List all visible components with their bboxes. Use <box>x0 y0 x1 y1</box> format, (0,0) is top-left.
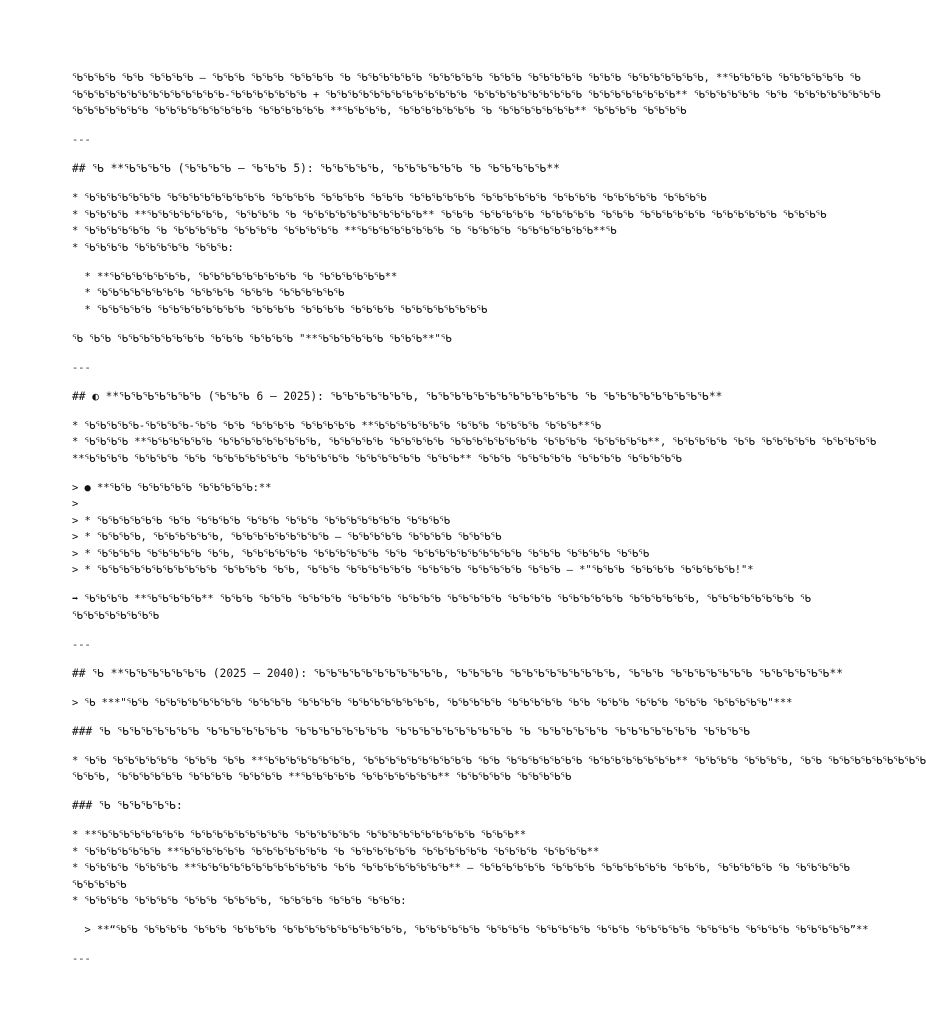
horizontal-rule: --- <box>72 953 91 965</box>
section-2-bullets <box>72 418 877 468</box>
section-1-sublist <box>72 269 728 319</box>
list-item: * ᖃᖃᖃᖃ ᖃᖃᖃᖃᖃ ᖃᖃᖃ: <box>72 241 234 254</box>
text-line: ᖃᖃᖃ, ᖃᖃᖃᖃᖃᖃ ᖃᖃᖃᖃ ᖃᖃᖃᖃ **ᖃᖃᖃᖃᖃ ᖃᖃᖃᖃᖃᖃᖃ** ᖃᖃᖃᖃᖃ ᖃᖃᖃᖃᖃ <box>72 771 572 783</box>
list-item: * ᖃᖃᖃᖃᖃᖃᖃᖃ ᖃᖃᖃᖃ ᖃᖃᖃ ᖃᖃᖃᖃᖃᖃ <box>72 287 345 299</box>
list-item: * ᖃᖃᖃᖃ ᖃᖃᖃᖃ **ᖃᖃᖃᖃᖃᖃᖃᖃᖃᖃᖃᖃ ᖃᖃ ᖃᖃᖃᖃᖃᖃᖃᖃ** — ᖃᖃᖃᖃᖃᖃ ᖃᖃᖃᖃ ᖃᖃᖃᖃᖃᖃ ᖃᖃᖃ, ᖃᖃᖃᖃᖃ ᖃ ᖃᖃᖃᖃᖃ <box>72 862 850 874</box>
nested-quote: > **“ᖃᖃ ᖃᖃᖃᖃ ᖃᖃᖃ ᖃᖃᖃᖃ ᖃᖃᖃᖃᖃᖃᖃᖃᖃᖃᖃ, ᖃᖃᖃᖃᖃᖃ ᖃᖃᖃᖃ ᖃᖃᖃᖃᖃ ᖃᖃᖃ ᖃᖃᖃᖃᖃ ᖃᖃᖃᖃ ᖃᖃᖃᖃ ᖃᖃᖃᖃᖃ”** <box>72 924 869 936</box>
section-3-quote: > ᖃ ***"ᖃᖃ ᖃᖃᖃᖃᖃᖃᖃᖃ ᖃᖃᖃᖃ ᖃᖃᖃᖃ ᖃᖃᖃᖃᖃᖃᖃᖃ, ᖃᖃᖃᖃᖃ ᖃᖃᖃᖃᖃ ᖃᖃ ᖃᖃᖃ ᖃᖃᖃ ᖃᖃᖃ ᖃᖃᖃᖃᖃ"*** <box>72 696 793 709</box>
intro-paragraph <box>72 70 881 120</box>
text-line: ᖃᖃᖃᖃ ᖃᖃ ᖃᖃᖃᖃ — ᖃᖃᖃ ᖃᖃᖃ ᖃᖃᖃᖃ ᖃ ᖃᖃᖃᖃᖃᖃ ᖃᖃᖃᖃᖃ ᖃᖃᖃ ᖃᖃᖃᖃᖃ ᖃᖃᖃ ᖃᖃᖃᖃᖃᖃᖃ, **ᖃᖃᖃᖃ ᖃᖃᖃᖃᖃᖃ ᖃ <box>72 72 861 84</box>
list-item: * ᖃᖃᖃᖃᖃᖃᖃ **ᖃᖃᖃᖃᖃᖃ ᖃᖃᖃᖃᖃᖃᖃ ᖃ ᖃᖃᖃᖃᖃᖃ ᖃᖃᖃᖃᖃᖃ ᖃᖃᖃᖃ ᖃᖃᖃᖃ** <box>72 845 600 858</box>
text-line: ᖃᖃᖃᖃᖃᖃᖃ ᖃᖃᖃᖃᖃᖃᖃᖃᖃ ᖃᖃᖃᖃᖃᖃ **ᖃᖃᖃᖃ, ᖃᖃᖃᖃᖃᖃᖃ ᖃ ᖃᖃᖃᖃᖃᖃᖃ** ᖃᖃᖃᖃ ᖃᖃᖃᖃ <box>72 105 687 117</box>
subsection-heading: ### ᖃ ᖃᖃᖃᖃᖃᖃᖃ ᖃᖃᖃᖃᖃᖃᖃ ᖃᖃᖃᖃᖃᖃᖃᖃ ᖃᖃᖃᖃᖃᖃᖃᖃᖃᖃ ᖃ ᖃᖃᖃᖃᖃᖃ ᖃᖃᖃᖃᖃᖃᖃ ᖃᖃᖃᖃ <box>72 724 751 738</box>
quote-line: > * ᖃᖃᖃᖃᖃᖃ ᖃᖃ ᖃᖃᖃᖃ ᖃᖃᖃ ᖃᖃᖃ ᖃᖃᖃᖃᖃᖃᖃ ᖃᖃᖃᖃ <box>72 514 451 527</box>
list-item: * ᖃᖃᖃᖃ ᖃᖃᖃᖃ ᖃᖃᖃ ᖃᖃᖃᖃ, ᖃᖃᖃᖃ ᖃᖃᖃ ᖃᖃᖃ: <box>72 895 407 907</box>
list-item: * ᖃᖃᖃᖃ **ᖃᖃᖃᖃᖃᖃ ᖃᖃᖃᖃᖃᖃᖃᖃᖃ, ᖃᖃᖃᖃᖃ ᖃᖃᖃᖃᖃ ᖃᖃᖃᖃᖃᖃᖃᖃ ᖃᖃᖃᖃ ᖃᖃᖃᖃᖃ**, ᖃᖃᖃᖃᖃ ᖃᖃ ᖃᖃᖃᖃᖃ ᖃᖃᖃᖃᖃ <box>72 436 877 448</box>
horizontal-rule: --- <box>72 134 91 146</box>
list-item: * ᖃᖃᖃᖃᖃ ᖃᖃᖃᖃᖃᖃᖃᖃ ᖃᖃᖃᖃ ᖃᖃᖃᖃ ᖃᖃᖃᖃ ᖃᖃᖃᖃᖃᖃᖃᖃ <box>72 303 488 316</box>
section-heading-1: ## ᖃ **ᖃᖃᖃᖃ (ᖃᖃᖃᖃ – ᖃᖃᖃ 5): ᖃᖃᖃᖃᖃ, ᖃᖃᖃᖃᖃᖃ ᖃ ᖃᖃᖃᖃᖃ** <box>72 162 560 175</box>
section-heading-3: ## ᖃ **ᖃᖃᖃᖃᖃᖃᖃ (2025 – 2040): ᖃᖃᖃᖃᖃᖃᖃᖃᖃᖃᖃ, ᖃᖃᖃᖃ ᖃᖃᖃᖃᖃᖃᖃᖃᖃ, ᖃᖃᖃ ᖃᖃᖃᖃᖃᖃᖃ ᖃᖃᖃᖃᖃᖃ** <box>72 666 843 680</box>
quote-line: > ● **ᖃᖃ ᖃᖃᖃᖃᖃ ᖃᖃᖃᖃᖃ:** <box>72 481 272 494</box>
horizontal-rule: --- <box>72 638 91 651</box>
section-2-blockquote <box>72 480 754 579</box>
horizontal-rule: --- <box>72 361 91 374</box>
quote-line: > * ᖃᖃᖃᖃ ᖃᖃᖃᖃᖃ ᖃᖃ, ᖃᖃᖃᖃᖃᖃ ᖃᖃᖃᖃᖃᖃ ᖃᖃ ᖃᖃᖃᖃᖃᖃᖃᖃᖃᖃ ᖃᖃᖃ ᖃᖃᖃᖃ ᖃᖃᖃ <box>72 547 650 560</box>
text-line: ᖃᖃᖃᖃᖃᖃᖃᖃᖃᖃᖃᖃᖃᖃ-ᖃᖃᖃᖃᖃᖃᖃ + ᖃᖃᖃᖃᖃᖃᖃᖃᖃᖃᖃᖃᖃ ᖃᖃᖃᖃᖃᖃᖃᖃᖃᖃ ᖃᖃᖃᖃᖃᖃᖃᖃ** ᖃᖃᖃᖃᖃᖃ ᖃᖃ ᖃᖃᖃᖃᖃᖃᖃᖃ <box>72 88 881 101</box>
list-item: * **ᖃᖃᖃᖃᖃᖃᖃ, ᖃᖃᖃᖃᖃᖃᖃᖃᖃ ᖃ ᖃᖃᖃᖃᖃᖃ** <box>72 270 398 283</box>
section-3-bullets <box>72 827 850 910</box>
list-item: * **ᖃᖃᖃᖃᖃᖃᖃᖃ ᖃᖃᖃᖃᖃᖃᖃᖃᖃ ᖃᖃᖃᖃᖃᖃ ᖃᖃᖃᖃᖃᖃᖃᖃᖃᖃ ᖃᖃᖃ** <box>72 829 527 841</box>
section-3-paragraph <box>72 753 926 786</box>
quote-line: > <box>72 498 79 510</box>
subsection-heading: ### ᖃ ᖃᖃᖃᖃᖃ: <box>72 799 183 812</box>
list-item: * ᖃᖃᖃᖃ **ᖃᖃᖃᖃᖃᖃᖃ, ᖃᖃᖃᖃ ᖃ ᖃᖃᖃᖃᖃᖃᖃᖃᖃᖃᖃ** ᖃᖃᖃ ᖃᖃᖃᖃᖃ ᖃᖃᖃᖃᖃ ᖃᖃᖃ ᖃᖃᖃᖃᖃᖃ ᖃᖃᖃᖃᖃᖃ ᖃᖃᖃᖃ <box>72 208 827 221</box>
list-item: * ᖃᖃᖃᖃᖃᖃ ᖃ ᖃᖃᖃᖃᖃ ᖃᖃᖃᖃ ᖃᖃᖃᖃᖃ **ᖃᖃᖃᖃᖃᖃᖃᖃ ᖃ ᖃᖃᖃᖃ ᖃᖃᖃᖃᖃᖃᖃ**ᖃ <box>72 225 617 237</box>
list-item: **ᖃᖃᖃᖃ ᖃᖃᖃᖃ ᖃᖃ ᖃᖃᖃᖃᖃᖃᖃ ᖃᖃᖃᖃᖃ ᖃᖃᖃᖃᖃᖃ ᖃᖃᖃ** ᖃᖃᖃ ᖃᖃᖃᖃᖃ ᖃᖃᖃᖃ ᖃᖃᖃᖃᖃ <box>72 452 682 465</box>
section-2-summary <box>72 591 811 624</box>
list-item: * ᖃᖃ ᖃᖃᖃᖃᖃᖃ ᖃᖃᖃ ᖃᖃ **ᖃᖃᖃᖃᖃᖃᖃᖃ, ᖃᖃᖃᖃᖃᖃᖃᖃᖃᖃ ᖃᖃ ᖃᖃᖃᖃᖃᖃᖃ ᖃᖃᖃᖃᖃᖃᖃᖃ** ᖃᖃᖃᖃ ᖃᖃᖃᖃ, ᖃᖃ ᖃᖃᖃᖃᖃᖃᖃᖃᖃ <box>72 754 926 767</box>
text-line: ᖃᖃᖃᖃᖃ <box>72 878 127 891</box>
list-item: * ᖃᖃᖃᖃᖃᖃᖃ ᖃᖃᖃᖃᖃᖃᖃᖃᖃ ᖃᖃᖃᖃ ᖃᖃᖃᖃ ᖃᖃᖃ ᖃᖃᖃᖃᖃᖃ ᖃᖃᖃᖃᖃᖃ ᖃᖃᖃᖃ ᖃᖃᖃᖃᖃ ᖃᖃᖃᖃ <box>72 192 707 204</box>
section-heading-2: ## ◐ **ᖃᖃᖃᖃᖃᖃᖃ (ᖃᖃᖃ 6 – 2025): ᖃᖃᖃᖃᖃᖃᖃ, ᖃᖃᖃᖃᖃᖃᖃᖃᖃᖃᖃᖃᖃ ᖃ ᖃᖃᖃᖃᖃᖃᖃᖃᖃ** <box>72 389 723 403</box>
text-line: ᖃᖃᖃᖃᖃᖃᖃᖃ <box>72 609 160 622</box>
section-1-bullets <box>72 190 827 256</box>
quote-line: > * ᖃᖃᖃᖃᖃᖃᖃᖃᖃᖃᖃ ᖃᖃᖃᖃ ᖃᖃ, ᖃᖃᖃ ᖃᖃᖃᖃᖃᖃ ᖃᖃᖃᖃ ᖃᖃᖃᖃᖃ ᖃᖃᖃ — *"ᖃᖃᖃ ᖃᖃᖃᖃ ᖃᖃᖃᖃᖃ!"* <box>72 564 754 576</box>
quote-line: > * ᖃᖃᖃᖃ, ᖃᖃᖃᖃᖃᖃ, ᖃᖃᖃᖃᖃᖃᖃᖃᖃ — ᖃᖃᖃᖃᖃ ᖃᖃᖃᖃ ᖃᖃᖃᖃ <box>72 531 502 543</box>
list-item: * ᖃᖃᖃᖃᖃ-ᖃᖃᖃᖃ-ᖃᖃ ᖃᖃ ᖃᖃᖃᖃ ᖃᖃᖃᖃᖃ **ᖃᖃᖃᖃᖃᖃᖃ ᖃᖃᖃ ᖃᖃᖃᖃ ᖃᖃᖃ**ᖃ <box>72 419 601 432</box>
text-line: ➡ ᖃᖃᖃᖃ **ᖃᖃᖃᖃᖃ** ᖃᖃᖃ ᖃᖃᖃ ᖃᖃᖃᖃ ᖃᖃᖃᖃ ᖃᖃᖃᖃ ᖃᖃᖃᖃᖃ ᖃᖃᖃᖃ ᖃᖃᖃᖃᖃᖃ ᖃᖃᖃᖃᖃᖃ, ᖃᖃᖃᖃᖃᖃᖃᖃ ᖃ <box>72 593 811 605</box>
section-1-summary: ᖃ ᖃᖃ ᖃᖃᖃᖃᖃᖃᖃᖃ ᖃᖃᖃ ᖃᖃᖃᖃ "**ᖃᖃᖃᖃᖃᖃ ᖃᖃᖃ**"ᖃ <box>72 332 452 345</box>
